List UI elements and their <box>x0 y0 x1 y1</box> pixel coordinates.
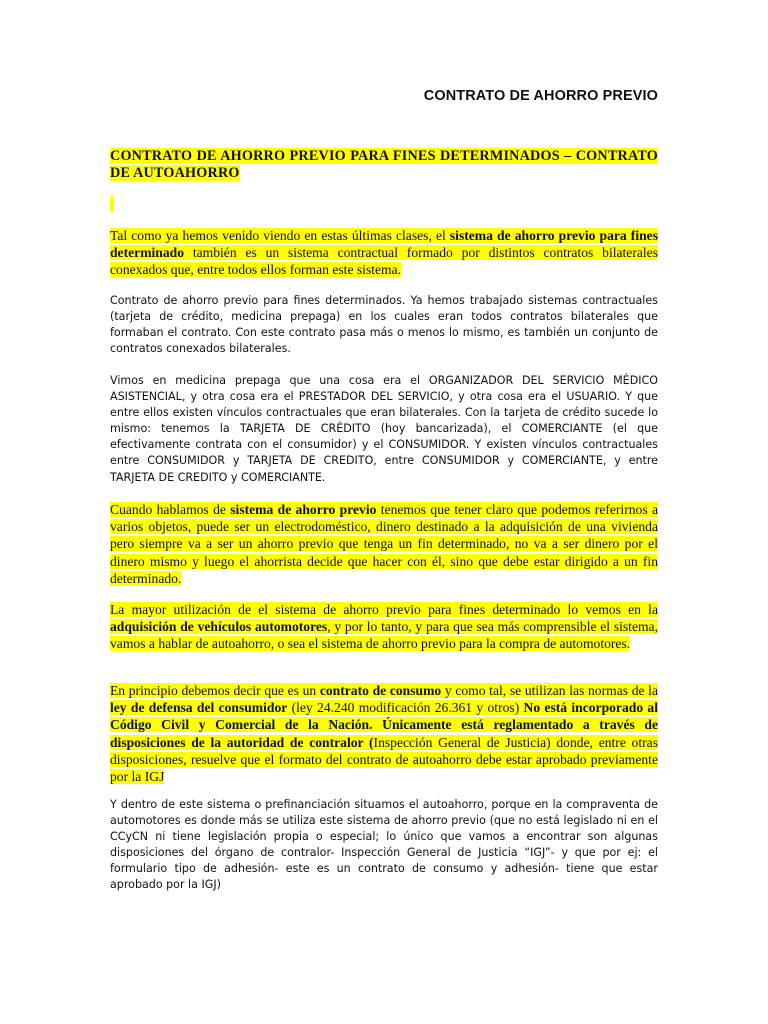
p2-text: Contrato de ahorro previo para fines determinados. Ya hemos trabajado sistemas contractuales (tarjeta de crédito, medicina prepaga) en los cuales eran todos contratos bilaterales que formaban el contrato. Con este contrato pasa más o menos lo mismo, es también un conjunto de contratos conexados bilaterales. <box>110 294 658 356</box>
p1-text-a: Tal como ya hemos venido viendo en estas últimas clases, el <box>110 228 450 243</box>
paragraph-3 <box>110 373 658 486</box>
empty-highlighted-line <box>110 196 114 212</box>
p6-text-c: y como tal, se utilizan las normas de la <box>441 683 658 698</box>
p3-text: Vimos en medicina prepaga que una cosa era el ORGANIZADOR DEL SERVICIO MÉDICO ASISTENCIAL, y otra cosa era el PRESTADOR DEL SERVICIO, y otra cosa era el USUARIO. Y que entre ellos existen vínculos contractuales que eran bilaterales. Con la tarjeta de crédito sucede lo mismo: tenemos la TARJETA DE CRÉDITO (hoy bancarizada), el COMERCIANTE (el que efectivamente contrata con el consumidor) y el CONSUMIDOR. Y existen vínculos contractuales entre CONSUMIDOR y TARJETA DE CREDITO, entre CONSUMIDOR y COMERCIANTE, y entre TARJETA DE CREDITO y COMERCIANTE. <box>110 374 658 484</box>
paragraph-4 <box>110 501 658 587</box>
document-subtitle <box>110 148 658 182</box>
p5-text-c: , y por lo tanto, y para que sea más comprensible el sistema, vamos a hablar de autoahorro, o sea el sistema de ahorro previo para la compra de automotores. <box>110 619 658 652</box>
paragraph-1 <box>110 227 658 279</box>
p5-highlight <box>110 602 658 651</box>
p6-text-e: (ley 24.240 modificación 26.361 y otros) <box>287 700 524 716</box>
p4-text-a: Cuando hablamos de <box>110 502 231 517</box>
document-title: CONTRATO DE AHORRO PREVIO <box>423 88 658 104</box>
p6-highlight <box>110 683 658 784</box>
p5-bold: adquisición de vehículos automotores <box>110 619 328 635</box>
paragraph-6 <box>110 682 658 785</box>
p4-text-c: tenemos que tener claro que podemos referirnos a varios objetos, puede ser un electrodoméstico, dinero destinado a la adquisición de una vivienda pero siempre va a ser un ahorro previo que tenga un fin determinado, no va a ser dinero por el dinero mismo y luego el ahorrista decide que hacer con él, sino que debe estar dirigido a un fin determinado. <box>110 502 658 586</box>
paragraph-2 <box>110 293 658 357</box>
p6-text-a: En principio debemos decir que es un <box>110 683 320 698</box>
p6-bold-3: No está incorporado al Código Civil y Comercial de la Nación. Únicamente está reglamentado a través de disposiciones de la autoridad de contralor ( <box>110 700 658 750</box>
p6-bold-1: contrato de consumo <box>319 683 442 698</box>
paragraph-5 <box>110 601 658 653</box>
p1-bold: sistema de ahorro previo para fines determinado <box>110 228 658 261</box>
p6-bold-2: ley de defensa del consumidor <box>110 700 288 716</box>
p6-text-g: Inspección General de Justicia) donde, entre otras disposiciones, resuelve que el formato del contrato de autoahorro debe estar aprobado previamente por la IGJ <box>110 734 658 785</box>
subtitle-text: CONTRATO DE AHORRO PREVIO PARA FINES DETERMINADOS – CONTRATO DE AUTOAHORRO <box>110 148 658 182</box>
p1-highlight <box>110 228 658 277</box>
p1-text-c: también es un sistema contractual formado por distintos contratos bilaterales conexados que, entre todos ellos forman este sistema. <box>110 245 658 278</box>
p4-bold: sistema de ahorro previo <box>230 502 377 517</box>
paragraph-7 <box>110 797 658 894</box>
p4-highlight <box>110 502 658 586</box>
p7-text: Y dentro de este sistema o prefinanciación situamos el autoahorro, porque en la compraventa de automotores es donde más se utiliza este sistema de ahorro previo (que no está legislado ni en el CCyCN ni tiene legislación propia o especial; lo único que vamos a encontrar son algunas disposiciones del órgano de contralor- Inspección General de Justicia “IGJ”- y que por ej: el formulario tipo de adhesión- este es un contrato de consumo y adhesión- tiene que estar aprobado por la IGJ) <box>110 798 658 892</box>
p5-text-a: La mayor utilización de el sistema de ahorro previo para fines determinado lo vemos en la <box>110 602 658 617</box>
